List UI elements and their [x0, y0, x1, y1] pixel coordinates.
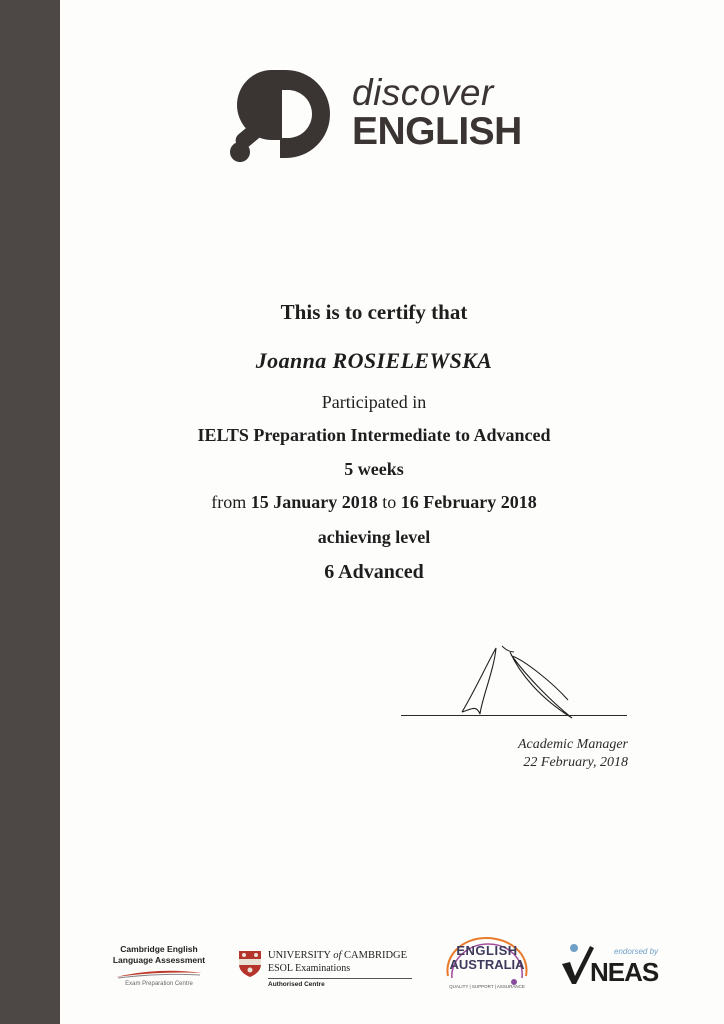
university-of-cambridge-logo [238, 950, 418, 994]
cambridge-english-logo [104, 944, 214, 987]
cela-line2: Language Assessment [112, 955, 206, 965]
swoosh-icon [114, 969, 204, 979]
cela-line1: Cambridge English [120, 944, 198, 954]
magnifier-d-icon [228, 68, 340, 166]
achieving-text: achieving level [317, 527, 431, 547]
course-duration: 5 weeks [344, 459, 404, 479]
ucam-title-of: of [333, 950, 342, 961]
english-australia-logo [440, 932, 534, 994]
course-name: IELTS Preparation Intermediate to Advanced [197, 425, 551, 445]
ucam-authorised: Authorised Centre [268, 981, 325, 988]
logo-text-english: ENGLISH [352, 110, 522, 153]
logo-text-discover: discover [352, 72, 494, 113]
certify-heading: This is to certify that [280, 300, 468, 324]
achieved-level: 6 Advanced [324, 561, 424, 583]
ea-tagline: QUALITY | SUPPORT | ASSURANCE [449, 984, 525, 989]
signature-date: 22 February, 2018 [523, 755, 628, 770]
ea-line2: AUSTRALIA [449, 957, 525, 972]
ucam-divider [268, 978, 412, 979]
course-dates [60, 492, 688, 513]
neas-endorsed-text: endorsed by [614, 947, 659, 956]
dates-from-word: from [211, 492, 247, 512]
ea-line1: ENGLISH [456, 943, 518, 958]
cambridge-shield-icon [238, 950, 262, 978]
dates-to-word: to [382, 492, 397, 512]
neas-name: NEAS [590, 957, 659, 987]
handwritten-signature [440, 638, 600, 722]
cela-subtitle: Exam Preparation Centre [125, 981, 193, 987]
signature-line [401, 715, 627, 716]
start-date: 15 January 2018 [250, 492, 378, 512]
participated-text: Participated in [321, 392, 427, 412]
ucam-title-a: UNIVERSITY [268, 950, 334, 961]
neas-logo [560, 940, 670, 988]
signatory-title: Academic Manager [517, 737, 628, 752]
left-color-band [0, 0, 60, 1024]
ucam-subtitle: ESOL Examinations [268, 963, 351, 974]
ucam-title [268, 950, 407, 961]
recipient-name: Joanna ROSIELEWSKA [255, 348, 493, 373]
ucam-title-b: CAMBRIDGE [341, 950, 408, 961]
end-date: 16 February 2018 [400, 492, 537, 512]
